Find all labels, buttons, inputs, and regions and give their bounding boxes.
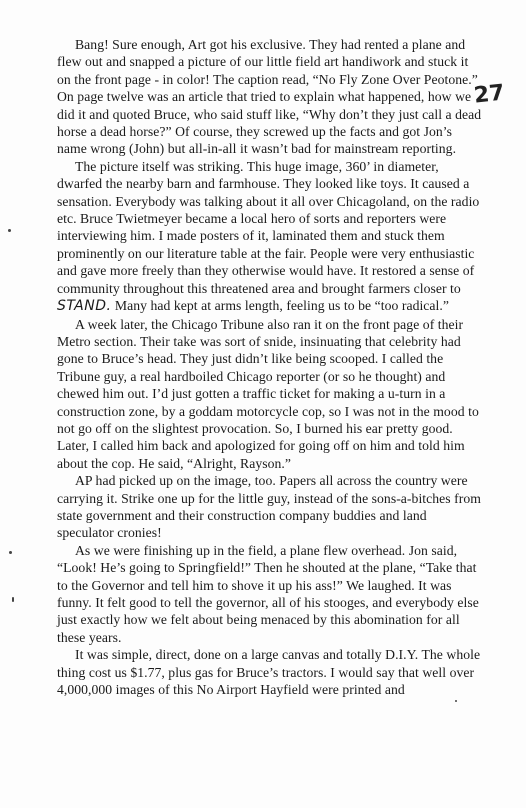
scan-speck — [8, 229, 11, 232]
paragraph-2-text-after: Many had kept at arms length, feeling us to be “too radical.” — [111, 298, 450, 314]
paragraph-6: It was simple, direct, done on a large canvas and totally D.I.Y. The whole thing cost us $1.77, plus gas for Bruce’s tractors. I would say that well over 4,000,000 images of this No Airport Hayfield were printed and — [57, 647, 481, 698]
page-number: 27 — [472, 80, 506, 109]
paragraph-4: AP had picked up on the image, too. Papers all across the country were carrying it. Strike one up for the little guy, instead of the sons-a-bitches from state government and their construction company buddies and land speculator cronies! — [57, 473, 481, 541]
paragraph-1: Bang! Sure enough, Art got his exclusive. They had rented a plane and flew out and snapped a picture of our little field art handiwork and stuck it on the front page - in color! The caption read, “No Fly Zone Over Peotone.” On page twelve was an article that tried to explain what happened, how we did it and quoted Bruce, who said stuff like, “Why don’t they just call a dead horse a dead horse?” Of course, they screwed up the facts and got Jon’s name wrong (John) but all-in-all it wasn’t bad for mainstream reporting. — [57, 37, 482, 157]
body-text — [57, 36, 485, 698]
paragraph-3: A week later, the Chicago Tribune also ran it on the front page of their Metro section. Their take was sort of snide, insinuating that celebrity had gone to Bruce’s head. They just didn’t like being scooped. I called the Tribune guy, a real hardboiled Chicago reporter (or so he thought) and chewed him out. I’d just gotten a traffic ticket for making a u-turn in a construction zone, by a goddam motorcycle cop, so I was not in the mood to not go off on the slightest provocation. So, I burned his ear pretty good. Later, I called him back and apologized for going off on him and told him about the cop. He said, “Alright, Rayson.” — [57, 316, 479, 471]
scan-speck — [12, 597, 14, 602]
scan-speck — [455, 700, 457, 702]
stand-emphasis: STAND. — [57, 298, 112, 315]
paragraph-2 — [57, 158, 485, 316]
scan-speck — [9, 551, 12, 554]
paragraph-5: As we were finishing up in the field, a plane flew overhead. Jon said, “Look! He’s going to Springfield!” Then he shouted at the plane, “Take that to the Governor and tell him to shove it up his ass!” We laughed. It was funny. It felt good to tell the governor, all of his stooges, and everybody else just exactly how we felt about being menaced by this abomination for all these years. — [57, 542, 479, 645]
paragraph-2-text-before: The picture itself was striking. This huge image, 360’ in diameter, dwarfed the nearby barn and farmhouse. They looked like toys. It caused a sensation. Everybody was talking about it all over Chicagoland, on the radio etc. Bruce Twietmeyer became a local hero of sorts and reporters were interviewing him. I made posters of it, laminated them and stuck them prominently on our literature table at the fair. People were very enthusiastic and gave more freely than they otherwise would have. It restored a sense of community throughout this threatened area and brought farmers closer to — [57, 158, 480, 296]
